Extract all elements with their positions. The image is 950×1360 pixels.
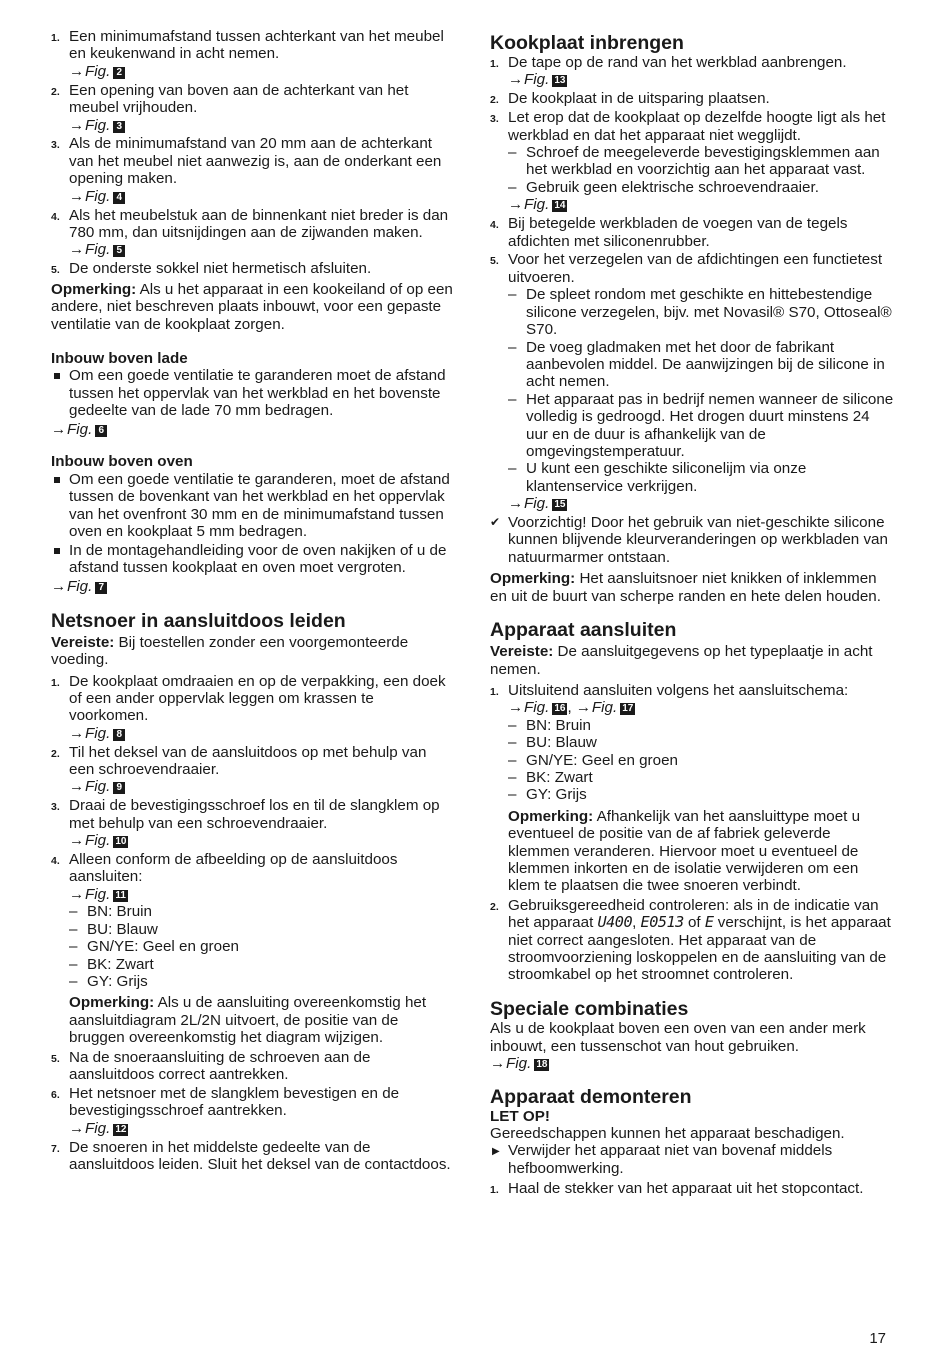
- display-code: U400: [597, 913, 633, 932]
- list-item: 2. Een opening van boven aan de achterkant van het meubel vrijhouden. →Fig. 3: [51, 82, 455, 134]
- triangle-bullet-icon: ▶: [492, 1146, 500, 1158]
- dash-list: [508, 286, 894, 495]
- arrow-right-icon: →: [69, 1119, 85, 1137]
- list-item: 3. Draai de bevestigingsschroef los en til de slangklem op met behulp van een schroevendraaier. →Fig. 10: [51, 797, 455, 849]
- list-item: 5. De onderste sokkel niet hermetisch afsluiten.: [51, 260, 372, 278]
- fig-ref: →Fig. 12: [69, 1119, 127, 1137]
- wire-list: [69, 903, 455, 990]
- wire-item: – GY: Grijs: [69, 973, 455, 990]
- fig-ref: →Fig. 9: [69, 778, 455, 795]
- note: Opmerking: Als u het apparaat in een kookeiland of op een andere, niet beschreven plaats inbouwt, voor een gepaste ventilatie van de kookplaat zorgen.: [51, 280, 453, 333]
- fig-ref: →Fig. 10: [69, 832, 127, 850]
- steps-demonteren: [490, 1180, 894, 1197]
- square-bullet-icon: [54, 373, 60, 379]
- list-item: 1. Uitsluitend aansluiten volgens het aansluitschema: →Fig. 16 , →Fig. 17 – BN: Bruin – BU: Blauw – GN/YE: Geel en groen – BK: Zwart – GY: Grijs Opmerking: Afhankelijk van het aansluittype moet u eventueel de positie van de af fabriek geleverde klemmen veranderen. Hiervoor moet u eventueel de klemmen inkorten en de isolatie verwijderen om een klem te plaatsen die twee snoeren verbindt.: [490, 682, 894, 895]
- steps-aansluiten: [490, 682, 894, 984]
- fig-ref: →Fig. 13: [508, 71, 566, 89]
- list-item: 7. De snoeren in het middelste gedeelte van de aansluitdoos leiden. Sluit het deksel van de contactdoos.: [51, 1138, 451, 1173]
- fig-ref: →Fig. 14: [508, 196, 566, 214]
- list-item: 5. Na de snoeraansluiting de schroeven aan de aansluitdoos correct aantrekken.: [51, 1048, 371, 1083]
- bullet-list: [51, 471, 455, 577]
- arrow-right-icon: →: [69, 241, 85, 259]
- list-item: 4. Als het meubelstuk aan de binnenkant niet breder is dan 780 mm, dan uitsnijdingen aan de zijwanden maken. →Fig. 5: [51, 207, 455, 259]
- fig-ref: →Fig. 2: [69, 63, 455, 80]
- arrow-right-icon: →: [69, 832, 85, 850]
- list-item: 1. De tape op de rand van het werkblad aanbrengen. →Fig. 13: [490, 54, 894, 89]
- arrow-right-icon: →: [508, 196, 524, 214]
- fig-ref: →Fig. 4: [69, 188, 455, 205]
- arrow-right-icon: →: [508, 699, 524, 717]
- list-item: 3. Als de minimumafstand van 20 mm aan de achterkant van het meubel niet aanwezig is, aan de onderkant een opening maken. →Fig. 4: [51, 135, 455, 205]
- warning-text: Gereedschappen kunnen het apparaat beschadigen.: [490, 1124, 845, 1142]
- dash-list: [508, 144, 894, 196]
- fig-ref: →Fig. 8: [69, 725, 455, 742]
- list-item: 1. Haal de stekker van het apparaat uit het stopcontact.: [490, 1180, 864, 1198]
- list-item: 1. De kookplaat omdraaien en op de verpakking, een doek of een ander oppervlak leggen om krassen te voorkomen. →Fig. 8: [51, 673, 455, 743]
- heading-demonteren: Apparaat demonteren: [490, 1085, 692, 1108]
- list-item: 5. Voor het verzegelen van de afdichtingen een functietest uitvoeren. – De spleet rondom met geschikte en hittebestendige silicone verzegelen, bijv. met Novasil® S70, Ottoseal® S70. – De voeg gladmaken met het door de fabrikant aanbevolen middel. De aanwijzingen bij de silicone in acht nemen. – Het apparaat pas in bedrijf nemen wanneer de silicone volledig is gedroogd. Het drogen duurt minstens 24 uur en de duur is afhankelijk van de omgevingstemperatuur. – U kunt een geschikte siliconelijm via onze klantenservice verkrijgen. →Fig. 15: [490, 251, 894, 512]
- dash-item: – Het apparaat pas in bedrijf nemen wanneer de silicone volledig is gedroogd. Het drogen duurt minstens 24 uur en de duur is afhankelijk van de omgevingstemperatuur.: [508, 391, 894, 461]
- display-code: E: [704, 913, 714, 932]
- wire-item: – GY: Grijs: [508, 786, 894, 803]
- requirement: Vereiste: Bij toestellen zonder een voorgemonteerde voeding.: [51, 633, 409, 669]
- heading-speciale: Speciale combinaties: [490, 998, 689, 1021]
- fig-ref: →Fig. 3: [69, 117, 455, 134]
- arrow-right-icon: →: [69, 187, 85, 205]
- list-item: In de montagehandleiding voor de oven nakijken of u de afstand tussen kookplaat en oven moet vergroten.: [51, 542, 455, 577]
- steps-kookplaat: [490, 54, 894, 513]
- arrow-right-icon: →: [69, 62, 85, 80]
- warning-label: LET OP!: [490, 1107, 550, 1125]
- list-item: 6. Het netsnoer met de slangklem bevestigen en de bevestigingsschroef aantrekken. →Fig. 12: [51, 1085, 455, 1137]
- wire-item: – GN/YE: Geel en groen: [69, 938, 455, 955]
- list-item: 4. Alleen conform de afbeelding op de aansluitdoos aansluiten: →Fig. 11 – BN: Bruin – BU: Blauw – GN/YE: Geel en groen – BK: Zwart – GY: Grijs Opmerking: Als u de aansluiting overeenkomstig het aansluitdiagram 2L/2N uitvoert, de positie van de bruggen overeenkomstig het diagram wijzigen.: [51, 851, 455, 1046]
- arrow-right-icon: →: [69, 724, 85, 742]
- dash-item: – De spleet rondom met geschikte en hittebestendige silicone verzegelen, bijv. met Novasil® S70, Ottoseal® S70.: [508, 286, 894, 338]
- paragraph: Als u de kookplaat boven een oven van een ander merk inbouwt, een tussenschot van hout gebruiken.: [490, 1020, 866, 1055]
- list-item: Om een goede ventilatie te garanderen, moet de afstand tussen de bovenkant van het werkblad en het oppervlak van het ovenfront 30 mm en de minimumafstand tussen oven en kookplaat 5 mm bedragen.: [51, 471, 455, 541]
- fig-ref: →Fig. 7: [51, 578, 455, 595]
- heading-aansluiten: Apparaat aansluiten: [490, 619, 677, 642]
- display-code: E0513: [640, 913, 684, 932]
- arrow-right-icon: →: [575, 699, 592, 717]
- dash-item: – De voeg gladmaken met het door de fabrikant aanbevolen middel. De aanwijzingen bij de silicone in acht nemen.: [508, 339, 894, 391]
- dash-item: – Schroef de meegeleverde bevestigingsklemmen aan het werkblad en voorzichtig aan het apparaat vast.: [508, 144, 894, 179]
- arrow-right-icon: →: [490, 1055, 506, 1073]
- heading-inbouw-lade: Inbouw boven lade: [51, 349, 188, 367]
- wire-item: – BK: Zwart: [508, 769, 894, 786]
- fig-ref: →Fig. 15: [508, 495, 566, 513]
- fig-ref: →Fig. 11: [69, 885, 126, 903]
- right-column: [490, 32, 894, 1199]
- list-item: 2. De kookplaat in de uitsparing plaatsen.: [490, 90, 770, 108]
- list-item: 2. Til het deksel van de aansluitdoos op met behulp van een schroevendraaier. →Fig. 9: [51, 744, 455, 796]
- heading-kookplaat: Kookplaat inbrengen: [490, 32, 684, 54]
- note: Opmerking: Het aansluitsnoer niet knikken of inklemmen en uit de buurt van scherpe randen en hete delen houden.: [490, 570, 881, 605]
- left-column: [51, 28, 455, 1175]
- list-item: 3. Let erop dat de kookplaat op dezelfde hoogte ligt als het werkblad en dat het apparaat niet wegglijdt. – Schroef de meegeleverde bevestigingsklemmen aan het werkblad en voorzichtig aan het apparaat vast. – Gebruik geen elektrische schroevendraaier. →Fig. 14: [490, 109, 894, 213]
- note: Opmerking: Afhankelijk van het aansluittype moet u eventueel de positie van de af fabriek geleverde klemmen veranderen. Hiervoor moet u eventueel de klemmen inkorten en de isolatie verwijderen om een klem te plaatsen die twee snoeren verbindt.: [508, 807, 861, 895]
- wire-list: [508, 717, 894, 804]
- arrow-right-icon: →: [51, 421, 67, 439]
- list-item: 2. Gebruiksgereedheid controleren: als in de indicatie van het apparaat U400, E0513 of E verschijnt, is het apparaat niet correct aangesloten. Het apparaat van de stroomvoorziening loskoppelen en de aansluiting van de stroomkabel op het stroomnet controleren.: [490, 896, 891, 984]
- list-item: 1. Een minimumafstand tussen achterkant van het meubel en keukenwand in acht nemen. →Fig. 2: [51, 28, 455, 80]
- requirement: Vereiste: De aansluitgegevens op het typeplaatje in acht nemen.: [490, 643, 873, 678]
- dash-item: – U kunt een geschikte siliconelijm via onze klantenservice verkrijgen.: [508, 460, 894, 495]
- list-item: Om een goede ventilatie te garanderen moet de afstand tussen het oppervlak van het werkblad en het bovenste gedeelte van de lade 70 mm bedragen.: [51, 367, 455, 419]
- heading-netsnoer: Netsnoer in aansluitdoos leiden: [51, 609, 346, 632]
- arrow-right-icon: →: [69, 116, 85, 134]
- note: Opmerking: Als u de aansluiting overeenkomstig het aansluitdiagram 2L/2N uitvoert, de positie van de bruggen overeenkomstig het diagram wijzigen.: [69, 994, 427, 1047]
- square-bullet-icon: [54, 477, 60, 483]
- check-icon: ✔: [490, 515, 501, 530]
- wire-item: – BN: Bruin: [508, 717, 894, 734]
- wire-item: – BN: Bruin: [69, 903, 455, 920]
- arrow-right-icon: →: [508, 71, 524, 89]
- steps-a: [51, 28, 455, 278]
- arrow-right-icon: →: [69, 885, 85, 903]
- dash-item: – Gebruik geen elektrische schroevendraaier.: [508, 179, 894, 196]
- wire-item: – BU: Blauw: [508, 734, 894, 751]
- fig-ref: →Fig. 18: [490, 1055, 548, 1073]
- square-bullet-icon: [54, 548, 60, 554]
- steps-b: [51, 673, 455, 1174]
- list-item: 4. Bij betegelde werkbladen de voegen van de tegels afdichten met siliconenrubber.: [490, 215, 848, 250]
- arrow-right-icon: →: [51, 578, 67, 596]
- wire-item: – BK: Zwart: [69, 956, 455, 973]
- arrow-right-icon: →: [69, 778, 85, 796]
- page-number: 17: [869, 1330, 886, 1347]
- wire-item: – BU: Blauw: [69, 921, 455, 938]
- fig-ref: →Fig. 16 , →Fig. 17: [508, 699, 634, 717]
- action-item: ▶ Verwijder het apparaat niet van bovenaf middels hefboomwerking.: [492, 1142, 833, 1177]
- fig-ref: →Fig. 5: [69, 241, 455, 258]
- bullet-list: [51, 367, 455, 419]
- result-item: ✔ Voorzichtig! Door het gebruik van niet-geschikte silicone kunnen blijvende kleurveranderingen op werkbladen van natuurmarmer ontstaan.: [490, 514, 888, 566]
- fig-ref: →Fig. 6: [51, 421, 455, 438]
- heading-inbouw-oven: Inbouw boven oven: [51, 453, 193, 471]
- wire-item: – GN/YE: Geel en groen: [508, 752, 894, 769]
- arrow-right-icon: →: [508, 495, 524, 513]
